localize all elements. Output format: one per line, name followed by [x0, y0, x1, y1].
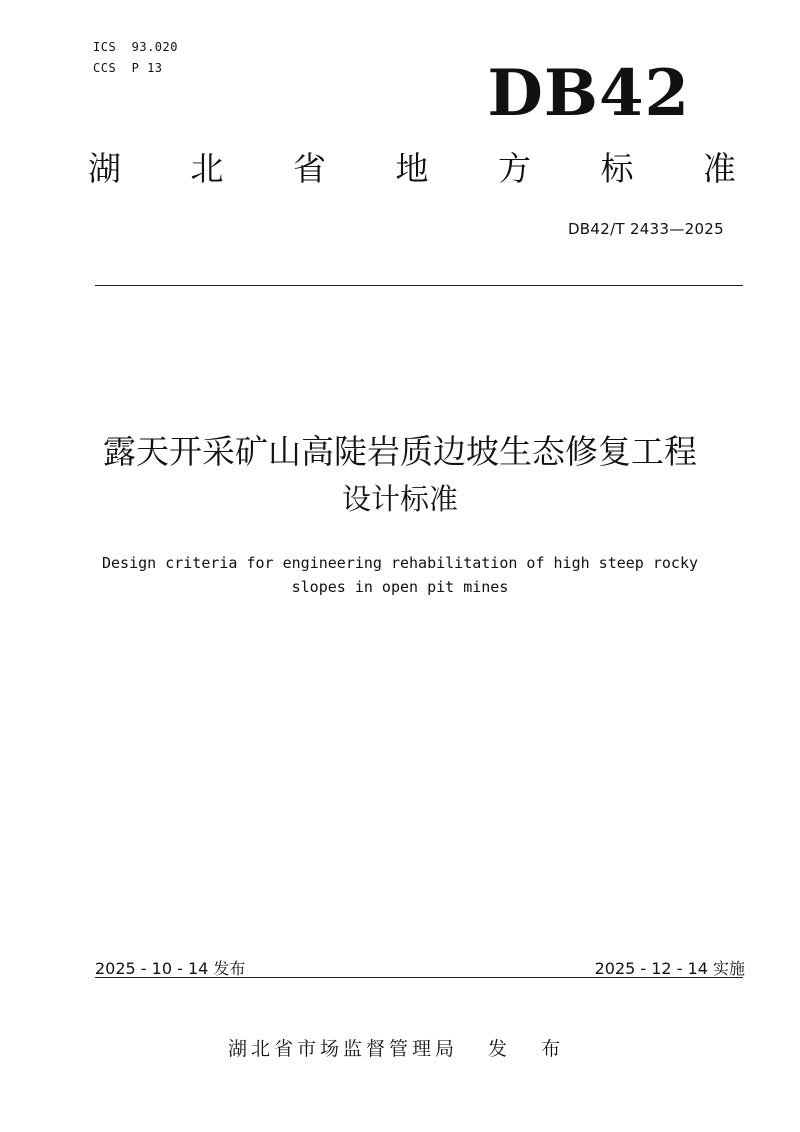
category-char: 地: [395, 149, 429, 188]
title-chinese-line-1: 露天开采矿山高陡岩质边坡生态修复工程: [103, 432, 697, 471]
footer-divider: [95, 977, 743, 978]
title-chinese-line-2: 设计标准: [341, 482, 458, 516]
issue-date: 2025 - 10 - 14 发布: [95, 959, 246, 978]
standard-code-large: DB42: [487, 56, 690, 131]
ics-code: ICS 93.020: [93, 40, 178, 54]
category-char: 准: [703, 149, 736, 188]
standard-category: [88, 149, 736, 188]
category-char: 省: [293, 149, 326, 188]
category-char: 湖: [88, 149, 121, 188]
header-divider: [95, 285, 743, 286]
category-char: 方: [498, 149, 531, 188]
title-english-line-1: Design criteria for engineering rehabilitation of high steep rocky: [101, 554, 699, 572]
implementation-date: 2025 - 12 - 14 实施: [594, 959, 745, 978]
title-english-line-2: slopes in open pit mines: [291, 578, 509, 596]
standard-number: DB42/T 2433—2025: [567, 220, 724, 238]
category-char: 北: [190, 149, 224, 188]
issuing-authority: 湖北省市场监督管理局 发 布: [228, 1038, 565, 1060]
ccs-code: CCS P 13: [93, 61, 163, 75]
category-char: 标: [600, 149, 634, 188]
